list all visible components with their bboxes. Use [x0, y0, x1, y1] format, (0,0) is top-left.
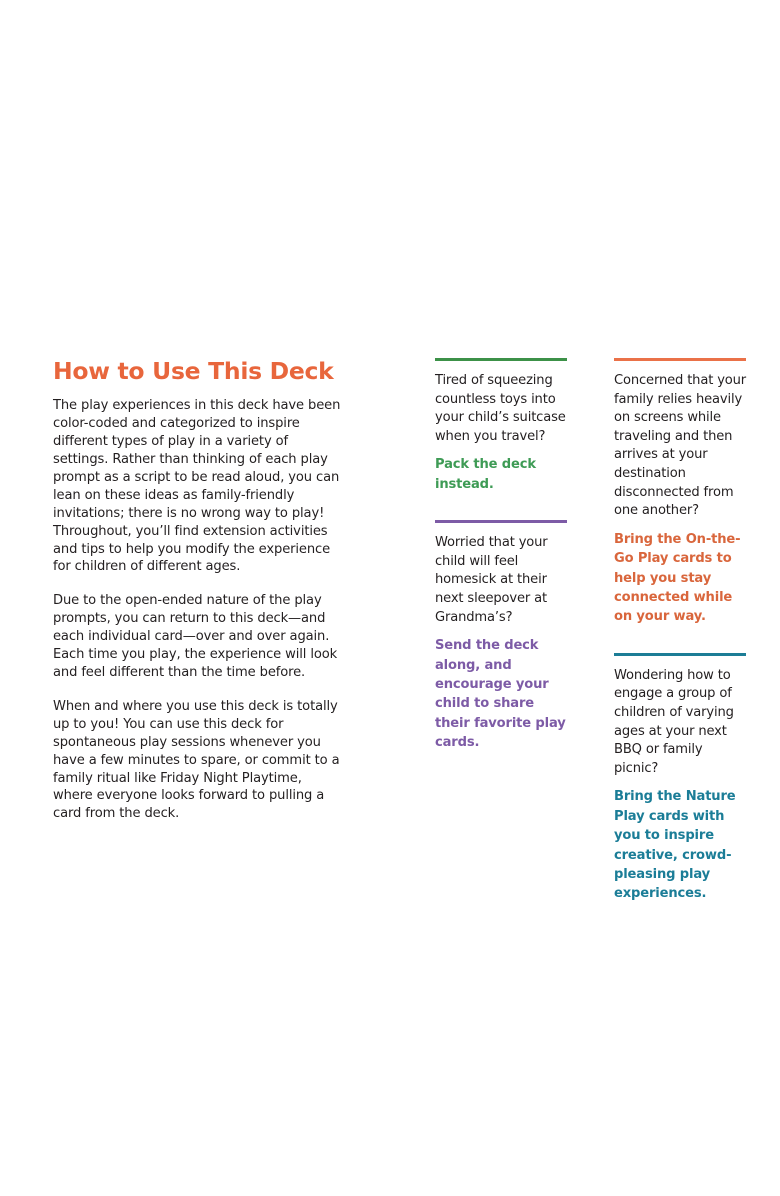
scenario-question: Wondering how to engage a group of children of varying ages at your next BBQ or family picnic?: [614, 667, 734, 776]
scenario-question: Worried that your child will feel homesick at their next sleepover at Grandma’s?: [435, 535, 548, 625]
scenario-answer: Bring the Nature Play cards with you to inspire creative, crowd-pleasing play experiences.: [614, 789, 736, 902]
intro-paragraph-1: The play experiences in this deck have been color-coded and categorized to inspire different types of play in a variety of settings. Rather than thinking of each play prompt as a script to be read aloud, you can lean on these ideas as family-friendly invitations; there is no wrong way to play! Throughout, you’ll find extension activities and tips to help you modify the experience for children of different ages.: [53, 398, 341, 575]
scenario-answer: Send the deck along, and encourage your child to share their favorite play cards.: [435, 638, 566, 751]
page-title: How to Use This Deck: [53, 357, 334, 385]
scenario-block-sleepover: [435, 520, 569, 752]
scenario-column-right: [614, 358, 748, 904]
intro-paragraph-3: When and where you use this deck is totally up to you! You can use this deck for spontaneous play sessions whenever you have a few minutes to spare, or commit to a family ritual like Friday Night Playtime, where everyone looks forward to pulling a card from the deck.: [53, 698, 340, 822]
scenario-column-middle: [435, 358, 569, 753]
intro-paragraph-2: Due to the open-ended nature of the play prompts, you can return to this deck—and each individual card—over and over again. Each time you play, the experience will look and feel different than the time before.: [53, 593, 338, 680]
how-to-use-section: [53, 358, 341, 823]
scenario-question: Tired of squeezing countless toys into your child’s suitcase when you travel?: [435, 373, 566, 444]
accent-rule-orange: [614, 358, 746, 361]
scenario-block-screen-time: [614, 358, 748, 627]
scenario-block-travel-packing: [435, 358, 569, 494]
accent-rule-green: [435, 358, 567, 361]
accent-rule-purple: [435, 520, 567, 523]
scenario-answer: Bring the On-the-Go Play cards to help you stay connected while on your way.: [614, 531, 741, 625]
scenario-answer: Pack the deck instead.: [435, 457, 536, 492]
scenario-question: Concerned that your family relies heavily on screens while traveling and then arrives at your destination disconnected from one another?: [614, 373, 747, 519]
accent-rule-teal: [614, 653, 746, 656]
scenario-block-group-play: [614, 653, 748, 904]
